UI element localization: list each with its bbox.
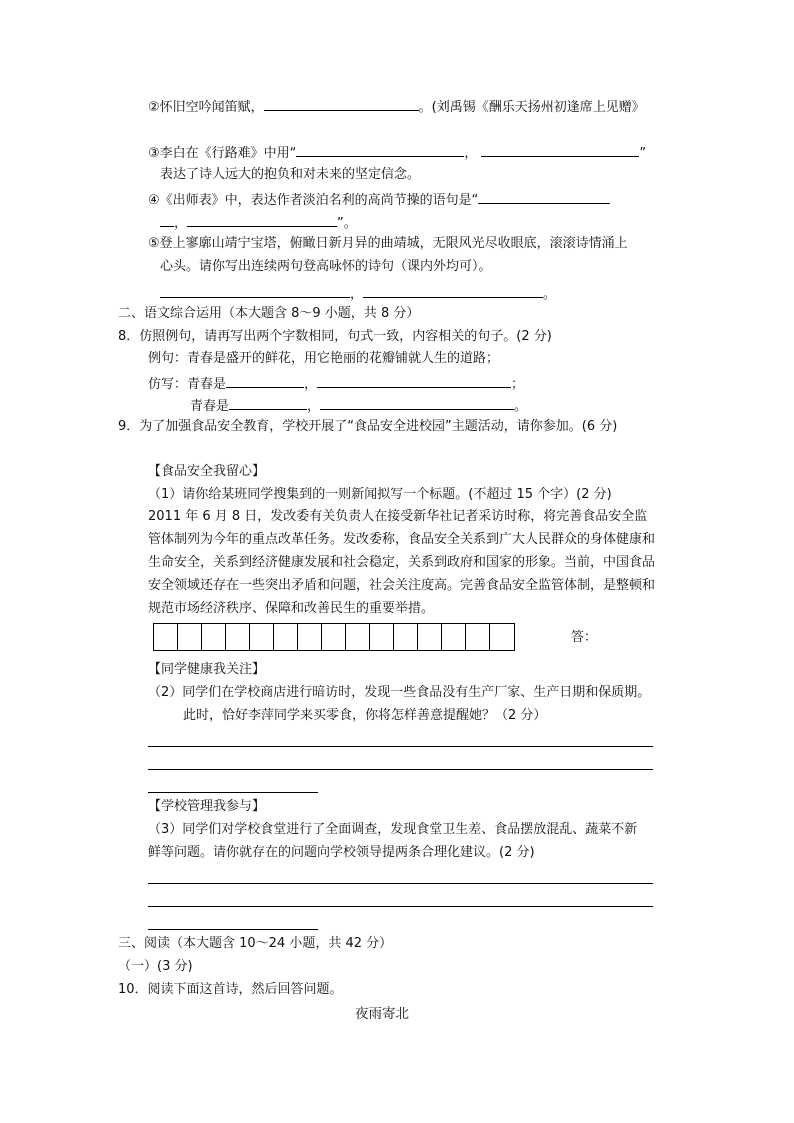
q8-imitate-1	[148, 373, 524, 394]
q9-part2-question-line2: 此时，恰好李萍同学来买零食，你将怎样善意提醒她？（2 分）	[183, 708, 547, 723]
news-line: 规范市场经济秩序、保障和改善民生的重要举措。	[148, 601, 435, 616]
q9-part2-question-line1: （2）同学们在学校商店进行暗访时，发现一些食品没有生产厂家、生产日期和保质期。	[148, 685, 651, 700]
grid-cell[interactable]	[154, 624, 178, 650]
answer-line[interactable]	[148, 792, 318, 793]
answer-line[interactable]	[148, 883, 653, 884]
q7-item3-comma: ，	[464, 146, 478, 161]
answer-blank[interactable]	[481, 142, 639, 157]
q9-part1-question: （1）请你给某班同学搜集到的一则新闻拟写一个标题。(不超过 15 个字）(2 分)	[148, 487, 612, 502]
q7-item4	[148, 189, 610, 210]
answer-line[interactable]	[148, 906, 653, 907]
q9-part3-question-line1: （3）同学们对学校食堂进行了全面调查，发现食堂卫生差、食品摆放混乱、蔬菜不新	[148, 822, 638, 837]
poem-title: 夜雨寄北	[355, 1006, 409, 1022]
q8-period: 。	[514, 399, 528, 414]
q8-imitate-2	[190, 395, 527, 416]
answer-blank[interactable]	[226, 373, 304, 388]
grid-cell[interactable]	[418, 624, 442, 650]
section3-sub: （一）(3 分)	[118, 959, 193, 974]
grid-cell[interactable]	[394, 624, 418, 650]
news-line: 生命安全，关系到经济健康发展和社会稳定，关系到政府和国家的形象。当前，中国食品	[148, 555, 656, 570]
answer-line[interactable]	[148, 929, 318, 930]
q7-item5-line2: 心头。请你写出连续两句登高咏怀的诗句（课内外均可）。	[160, 259, 492, 274]
grid-cell[interactable]	[202, 624, 226, 650]
news-line: 2011 年 6 月 8 日，发改委有关负责人在接受新华社记者采访时称，将完善食品安全监	[148, 509, 648, 524]
q9-stem: 9．为了加强食品安全教育，学校开展了“食品安全进校园”主题活动，请你参加。(6 分)	[118, 419, 618, 434]
answer-label: 答：	[571, 630, 598, 645]
answer-blank[interactable]	[296, 142, 464, 157]
q9-part2-heading: 【同学健康我关注】	[148, 662, 266, 677]
answer-line[interactable]	[148, 746, 653, 747]
q8-comma: ，	[304, 377, 318, 392]
grid-cell[interactable]	[370, 624, 394, 650]
grid-cell[interactable]	[274, 624, 298, 650]
grid-cell[interactable]	[466, 624, 490, 650]
grid-cell[interactable]	[322, 624, 346, 650]
q7-item3-close-quote: ”	[639, 146, 647, 161]
section3-heading: 三、阅读（本大题含 10～24 小题，共 42 分）	[118, 936, 393, 951]
q8-imitate-label2: 青春是	[190, 399, 230, 414]
grid-cell[interactable]	[442, 624, 466, 650]
q8-example: 例句：青春是盛开的鲜花，用它艳丽的花瓣铺就人生的道路；	[148, 351, 500, 366]
grid-cell[interactable]	[250, 624, 274, 650]
grid-cell[interactable]	[226, 624, 250, 650]
section2-heading: 二、语文综合运用（本大题含 8～9 小题，共 8 分）	[118, 306, 420, 321]
q8-semicolon: ；	[511, 377, 525, 392]
answer-blank[interactable]	[317, 373, 511, 388]
answer-blank[interactable]	[229, 395, 307, 410]
q8-comma: ，	[307, 399, 321, 414]
q10-stem: 10．阅读下面这首诗，然后回答问题。	[118, 982, 343, 997]
q7-item5-answer	[160, 283, 556, 304]
answer-blank[interactable]	[320, 395, 514, 410]
news-line: 管体制列为今年的重点改革任务。发改委称，食品安全关系到广大人民群众的身体健康和	[148, 532, 656, 547]
q9-part1-heading: 【食品安全我留心】	[148, 464, 266, 479]
q7-item5-line1: ⑤登上寥廓山靖宁宝塔，俯瞰日新月异的曲靖城，无限风光尽收眼底，滚滚诗情涌上	[148, 236, 628, 251]
q7-item5-end: 。	[543, 287, 557, 302]
q7-item2-suffix: 。(刘禹锡《酬乐天扬州初逢席上见赠》	[418, 100, 645, 115]
answer-blank[interactable]	[160, 212, 174, 227]
grid-cell[interactable]	[490, 624, 514, 650]
q7-item4-mid: ，	[174, 216, 188, 231]
answer-blank[interactable]	[264, 96, 419, 111]
q8-imitate-label: 仿写：青春是	[148, 377, 227, 392]
q7-item3-line2: 表达了诗人远大的抱负和对未来的坚定信念。	[160, 167, 421, 182]
answer-blank[interactable]	[478, 189, 610, 204]
q7-item4-end: ”。	[337, 216, 357, 231]
news-line: 安全领域还存在一些突出矛盾和问题，社会关注度高。完善食品安全监管体制，是整顿和	[148, 578, 656, 593]
answer-blank[interactable]	[160, 283, 350, 298]
q7-item4-line2	[160, 212, 357, 233]
title-answer-grid[interactable]	[153, 623, 515, 651]
q9-part3-question-line2: 鲜等问题。请你就存在的问题向学校领导提两条合理化建议。(2 分)	[148, 845, 535, 860]
q7-item3-prefix: ③李白在《行路难》中用“	[148, 146, 297, 161]
q7-item5-mid: ，	[350, 287, 364, 302]
grid-cell[interactable]	[346, 624, 370, 650]
grid-cell[interactable]	[298, 624, 322, 650]
answer-blank[interactable]	[363, 283, 543, 298]
grid-cell[interactable]	[178, 624, 202, 650]
answer-blank[interactable]	[187, 212, 337, 227]
q8-stem: 8．仿照例句，请再写出两个字数相同，句式一致，内容相关的句子。(2 分)	[118, 329, 552, 344]
q9-part3-heading: 【学校管理我参与】	[148, 799, 266, 814]
q7-item2	[148, 96, 645, 117]
q7-item4-prefix: ④《出师表》中，表达作者淡泊名利的高尚节操的语句是“	[148, 193, 479, 208]
q7-item3	[148, 142, 646, 163]
answer-line[interactable]	[148, 769, 653, 770]
q7-item2-prefix: ②怀旧空吟闻笛赋，	[148, 100, 264, 115]
